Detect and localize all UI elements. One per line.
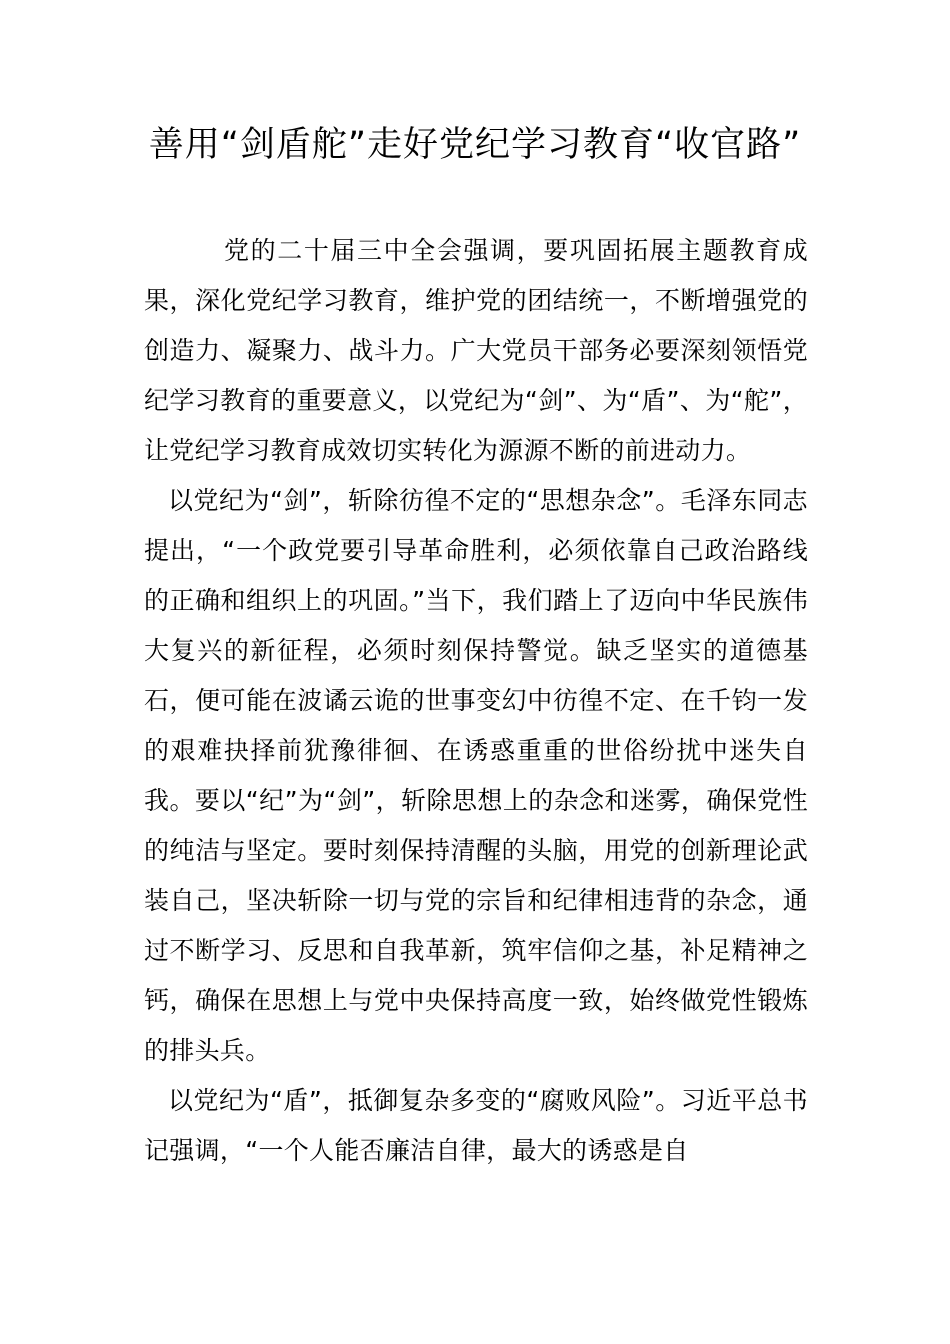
paragraph-shield: 以党纪为“盾”，抵御复杂多变的“腐败风险”。习近平总书记强调，“一个人能否廉洁自律，最大的诱惑是自 xyxy=(144,1086,808,1165)
paragraph-intro: 党的二十届三中全会强调，要巩固拓展主题教育成果，深化党纪学习教育，维护党的团结统一，不断增强党的创造力、凝聚力、战斗力。广大党员干部务必要深刻领悟党纪学习教育的重要意义，以党纪为“剑”、为“盾”、为“舵”，让党纪学习教育成效切实转化为源源不断的前进动力。 xyxy=(144,236,808,465)
document-body xyxy=(144,226,808,1176)
document-title: 善用“剑盾舵”走好党纪学习教育“收官路” xyxy=(148,125,802,165)
paragraph-sword: 以党纪为“剑”，斩除彷徨不定的“思想杂念”。毛泽东同志提出，“一个政党要引导革命胜利，必须依靠自己政治路线的正确和组织上的巩固。”当下，我们踏上了迈向中华民族伟大复兴的新征程，必须时刻保持警觉。缺乏坚实的道德基石，便可能在波谲云诡的世事变幻中彷徨不定、在千钧一发的艰难抉择前犹豫徘徊、在诱惑重重的世俗纷扰中迷失自我。要以“纪”为“剑”，斩除思想上的杂念和迷雾，确保党性的纯洁与坚定。要时刻保持清醒的头脑，用党的创新理论武装自己，坚决斩除一切与党的宗旨和纪律相违背的杂念，通过不断学习、反思和自我革新，筑牢信仰之基，补足精神之钙，确保在思想上与党中央保持高度一致，始终做党性锻炼的排头兵。 xyxy=(144,486,808,1065)
